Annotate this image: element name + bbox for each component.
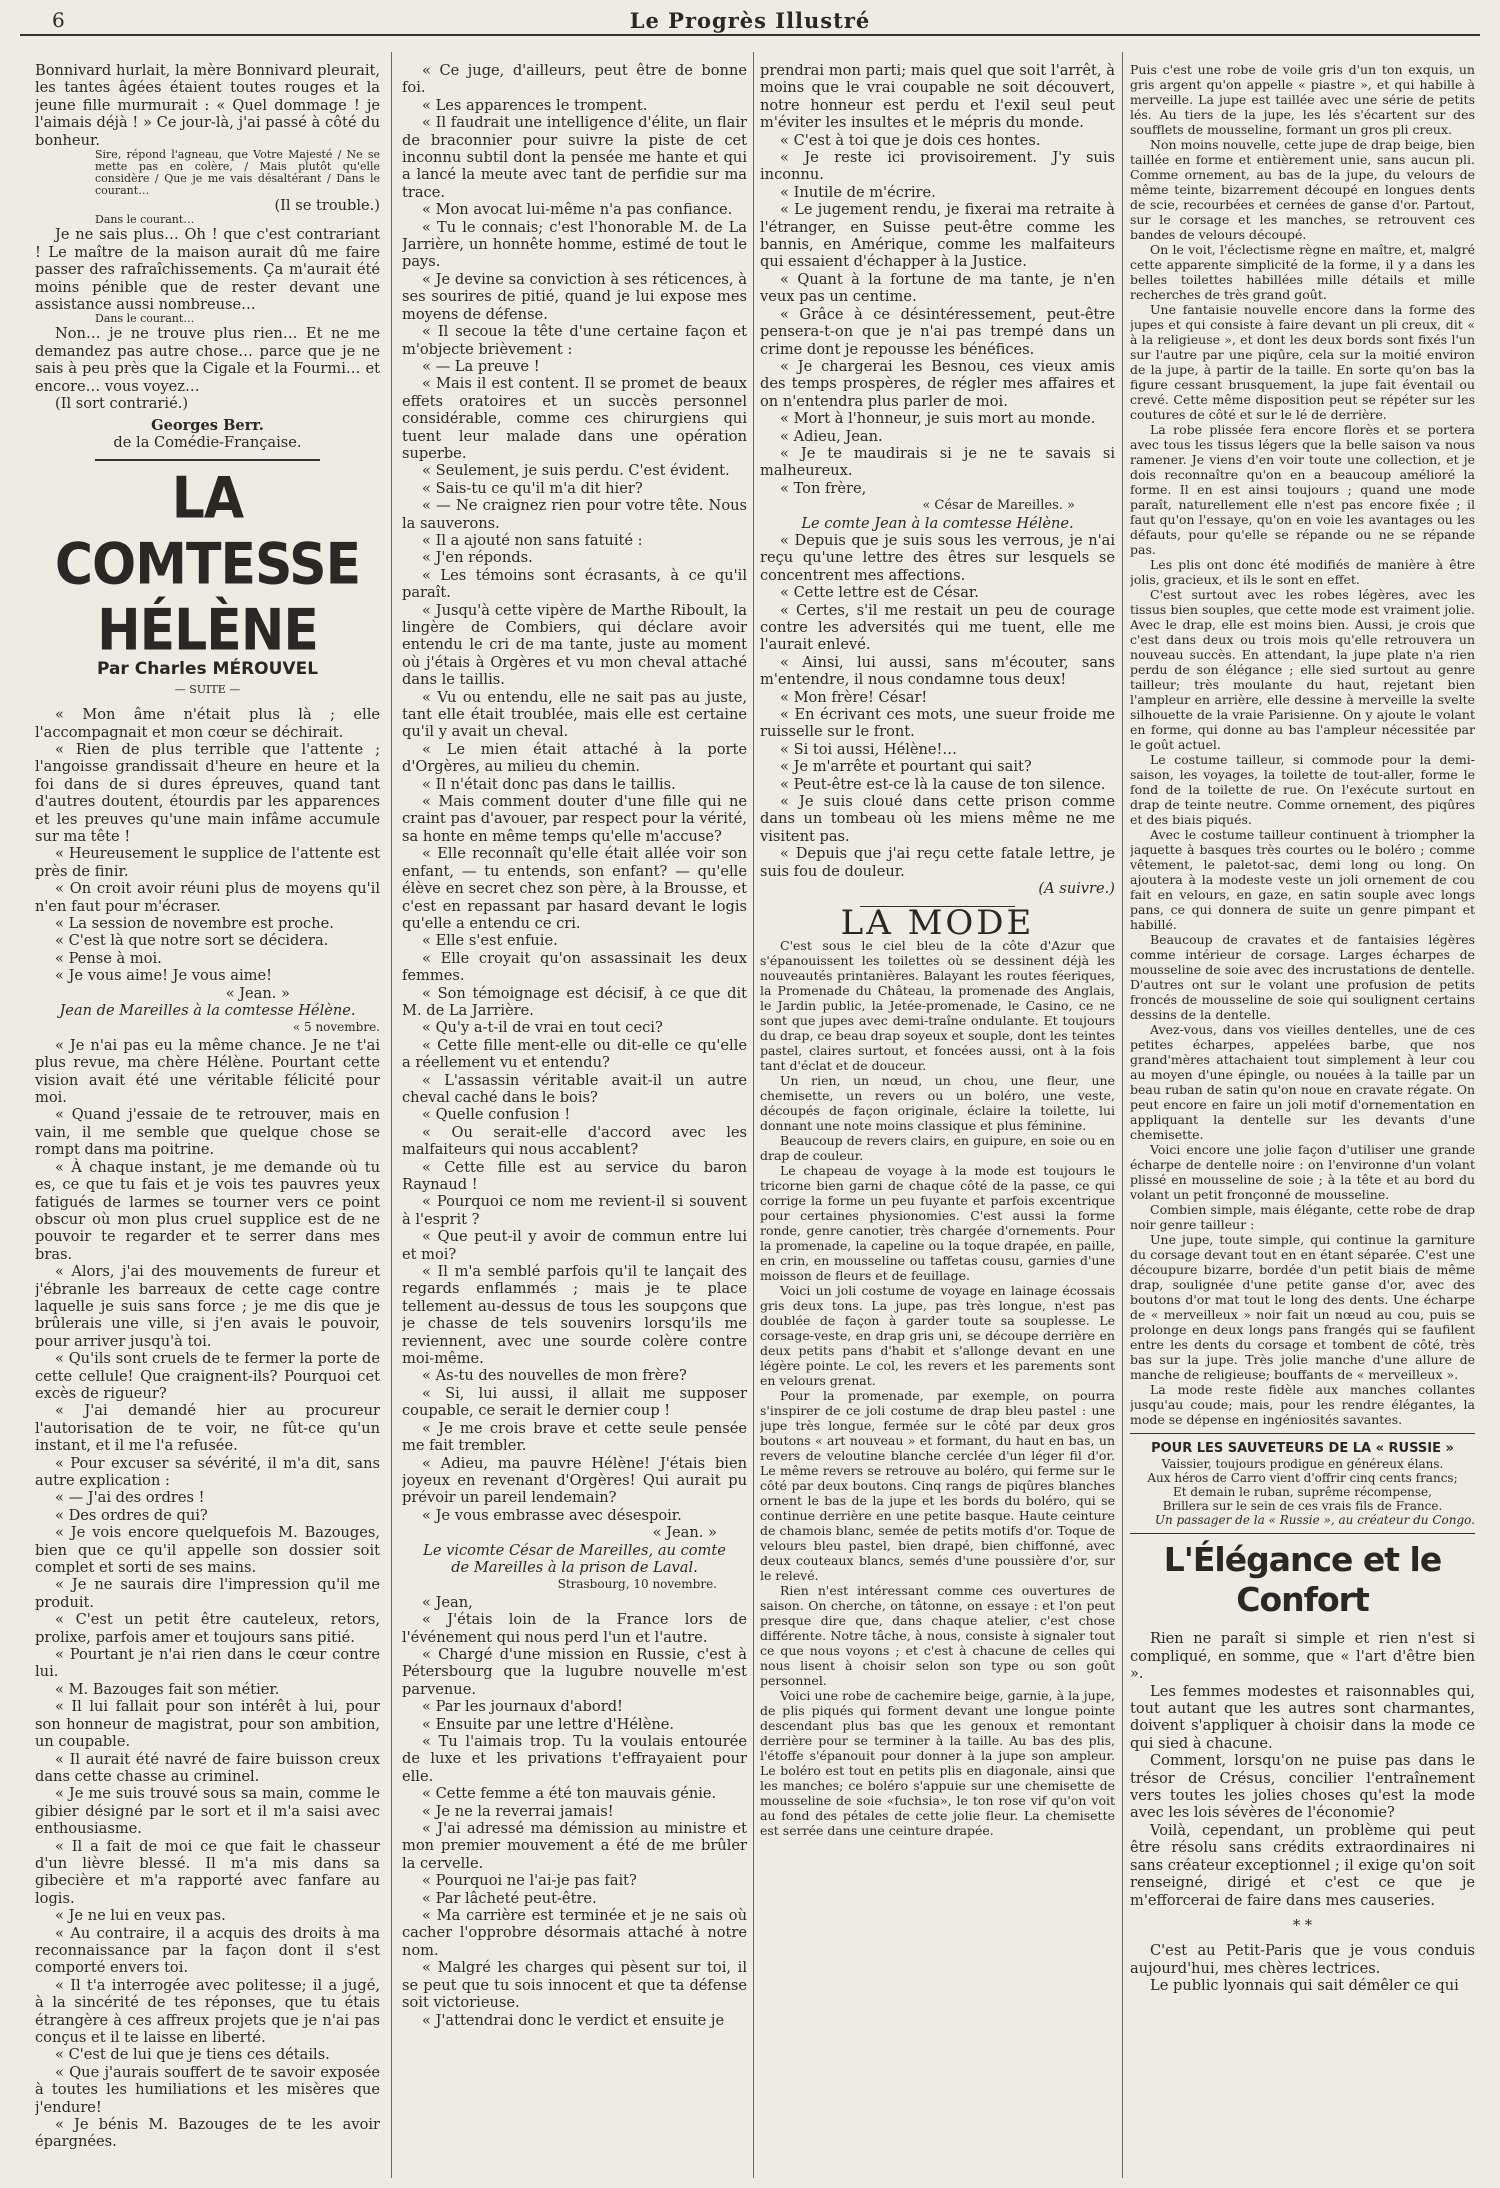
poem-attribution: Un passager de la « Russie », au créateur du Congo. [1154,1513,1475,1528]
paragraph: « Depuis que je suis sous les verrous, je n'ai reçu qu'une lettre des êtres sur lesquels se concentrent mes affections. [760,531,1115,584]
paragraph: « Je vous aime! Je vous aime! [55,967,272,985]
paragraph: « Tu le connais; c'est l'honorable M. de La Jarrière, un honnête homme, estimé de tout le pays. [402,218,747,271]
paragraph: Les femmes modestes et raisonnables qui, tout autant que les autres sont charmantes, doivent s'appliquer à choisir dans la mode ce qui sied à chacune. [1130,1682,1475,1752]
paragraph: « Jean, [422,1593,473,1611]
paragraph: On le voit, l'éclectisme règne en maître, et, malgré cette apparente simplicité de la forme, il y a dans les belles toilettes habillées mille détails et mille recherches de très grand goût. [1130,242,1475,302]
paragraph: « Ou serait-elle d'accord avec les malfaiteurs qui nous accablent? [402,1123,747,1159]
paragraph: « Pourtant je n'ai rien dans le cœur contre lui. [35,1646,380,1681]
paragraph: « Les apparences le trompent. [422,96,648,114]
paragraph: « Les témoins sont écrasants, à ce qu'il paraît. [402,566,747,602]
stage-direction: (Il sort contrarié.) [55,395,189,413]
paragraph: « Mais il est content. Il se promet de beaux effets oratoires et un succès personnel considérable, comme ces chirurgiens qui tuent leur malade dans une opération superbe. [402,375,747,462]
paragraph: « La session de novembre est proche. [55,915,334,932]
paragraph: « Elle croyait qu'on assassinait les deux femmes. [402,949,747,985]
section-title-elegance: L'Élégance et le Confort [1163,1540,1442,1620]
paragraph: Beaucoup de revers clairs, en guipure, en soie ou en drap de couleur. [760,1132,1115,1163]
paragraph: « Ensuite par une lettre d'Hélène. [422,1715,675,1733]
section-stars: * * [1292,1916,1313,1934]
paragraph: « Certes, s'il me restait un peu de courage contre les adversités qui me tuent, elle me l'aurait enlevé. [760,601,1115,654]
paragraph: Le public lyonnais qui sait démêler ce qui [1150,1977,1459,1995]
letter-heading: Le comte Jean à la comtesse Hélène. [801,514,1074,532]
paragraph: « Le mien était attaché à la porte d'Orgères, au milieu du chemin. [402,740,747,776]
paragraph: « Je devine sa conviction à ses réticences, à ses sourires de pitié, quand je lui expose mes moyens de défense. [402,270,747,323]
column-3 [760,62,1115,2178]
author-signature: Georges Berr. [151,416,264,434]
paragraph: « Cette fille ment-elle ou dit-elle ce qu'elle a réellement vu et entendu? [402,1036,747,1072]
paragraph: La mode reste fidèle aux manches collantes jusqu'au coude; mais, pour les rendre élégantes, la mode se dépense en ingéniosités savantes. [1130,1382,1475,1427]
poem-line: Vaissier, toujours prodigue en généreux élans. [1161,1457,1444,1472]
mode-article-continued [1130,62,1475,1427]
paragraph: « Quelle confusion ! [422,1106,571,1124]
column-rule [1122,52,1123,2178]
paragraph: « Elle s'est enfuie. [422,932,558,950]
paragraph: Rien ne paraît si simple et rien n'est si compliqué, en somme, que « l'art d'être bien ». [1130,1630,1475,1683]
letter-signature: « Jean. » [225,984,290,1002]
letter-date: Strasbourg, 10 novembre. [557,1577,717,1592]
paragraph: « As-tu des nouvelles de mon frère? [422,1367,687,1385]
paragraph: « Je chargerai les Besnou, ces vieux amis des temps prospères, de régler mes affaires et on n'entendra plus parler de moi. [760,357,1115,410]
paragraph: « Cette femme a été ton mauvais génie. [422,1785,717,1803]
paragraph: Les plis ont donc été modifiés de manière à être jolis, gracieux, et ils le sont en effet. [1130,557,1475,587]
paragraph: « Il a ajouté non sans fatuité : [422,531,643,549]
mode-article [760,938,1115,1838]
paragraph: « Qu'ils sont cruels de te fermer la porte de cette cellule! Que craignent-ils? Pourquoi cet excès de rigueur? [35,1350,380,1402]
paragraph: « Il n'était donc pas dans le taillis. [422,775,676,793]
paragraph: Le costume tailleur, si commode pour la demi-saison, les voyages, la toilette de tout-aller, forme le fond de la toilette de rue. On l'exécute surtout en drap de teinte neutre. Comme ornement, des piqûres et des biais piqués. [1130,752,1475,827]
paragraph: « Adieu, Jean. [780,427,883,445]
paragraph: La robe plissée fera encore florès et se portera avec tous les tissus légers que la belle saison va nous ramener. Je viens d'en voir toute une collection, et je dois reconnaître qu'on en a beaucoup amélioré la forme. Il en est ainsi toujours ; quand une mode paraît, naturellement elle n'est pas encore fixée ; il faut qu'on l'essaye, qu'on en voie les avantages ou les défauts, pour qu'elle se répande ou ne se répande pas. [1130,422,1475,557]
poem-line: Et demain le ruban, suprême récompense, [1173,1485,1432,1500]
paragraph: « Il t'a interrogée avec politesse; il a jugé, à la sincérité de tes réponses, que tu étais étrangère à ces affreux projets que je n'ai pas conçus et il te laisse en liberté. [35,1976,380,2046]
paragraph: « Tu l'aimais trop. Tu la voulais entourée de luxe et les privations t'effrayaient pour elle. [402,1733,747,1785]
paragraph: « Mais comment douter d'une fille qui ne craint pas d'avouer, par respect pour la vérité, sa honte en même temps qu'elle m'accuse? [402,793,747,845]
paragraph: « Si, lui aussi, il allait me supposer coupable, ce serait le dernier coup ! [402,1384,747,1420]
paragraph: « Grâce à ce désintéressement, peut-être pensera-t-on que je n'ai pas trempé dans un crime dont je repousse les bénéfices. [760,305,1115,358]
paragraph: « Je bénis M. Bazouges de te les avoir épargnées. [35,2116,380,2151]
paragraph: « Il a fait de moi ce que fait le chasseur d'un lièvre blessé. Il m'a mis dans sa gibecière et m'a rapporté avec fanfare au logis. [35,1837,380,1907]
paragraph: « Je m'arrête et pourtant qui sait? [780,758,1032,776]
paragraph: « J'étais loin de la France lors de l'événement qui nous perd l'un et l'autre. [402,1611,747,1646]
paragraph: « Que j'aurais souffert de te savoir exposée à toutes les humiliations et les misères que j'endure! [35,2063,380,2116]
author-affiliation: de la Comédie-Française. [113,433,302,451]
section-title-mode: LA MODE [840,902,1035,943]
letter-date: « 5 novembre. [292,1020,380,1035]
paragraph: « Que peut-il y avoir de commun entre lui et moi? [402,1228,747,1263]
paragraph: « Mon avocat lui-même n'a pas confiance. [422,201,733,219]
paragraph: « Pour excuser sa sévérité, il m'a dit, sans autre explication : [35,1454,380,1489]
paragraph: Combien simple, mais élégante, cette robe de drap noir genre tailleur : [1130,1202,1475,1232]
paragraph: « J'ai adressé ma démission au ministre et mon premier mouvement a été de me brûler la cervelle. [402,1820,747,1872]
paragraph: « Malgré les charges qui pèsent sur toi, il se peut que tu sois innocent et que ta défense soit victorieuse. [402,1959,747,2012]
paragraph: « Elle reconnaît qu'elle était allée voir son enfant, — tu entends, son enfant? — qu'elle élève en secret chez son père, à la Brousse, et c'est en repassant par hasard devant le logis qu'elle a entendu ce cri. [402,845,747,932]
paragraph: « Je suis cloué dans cette prison comme dans un tombeau où les miens même ne me visitent pas. [760,793,1115,845]
paragraph: Voilà, cependant, un problème qui peut être résolu sans crédits extraordinaires ni sans créateur exceptionnel ; il exige qu'on soit renseigné, dirigé et c'est ce que je m'efforcerai de faire dans mes causeries. [1130,1821,1475,1909]
page-number: 6 [52,8,65,32]
paragraph: « Adieu, ma pauvre Hélène! J'étais bien joyeux en revenant d'Orgères! Qui aurait pu prévoir un pareil lendemain? [402,1454,747,1507]
paragraph: « L'assassin véritable avait-il un autre cheval caché dans le bois? [402,1071,747,1106]
paragraph: Un rien, un nœud, un chou, une fleur, une chemisette, un revers ou un boléro, une veste, découpés de façon originale, éclaire la toilette, lui donnant une note moins classique et plus féminine. [760,1072,1115,1133]
paragraph: « Je te maudirais si je ne te savais si malheureux. [760,444,1115,480]
paragraph: « Cette lettre est de César. [780,584,979,602]
paragraph: « Le jugement rendu, je fixerai ma retraite à l'étranger, en Suisse peut-être comme les bannis, en Amérique, comme les malfaiteurs qui essaient d'échapper à la Justice. [760,201,1115,271]
paragraph: Une fantaisie nouvelle encore dans la forme des jupes et qui consiste à faire devant un pli creux, dit « à la religieuse », et dont les deux bords sont fixés l'un sur l'autre par une piqûre, cela sur la moitié environ de la jupe, à partir de la taille. En sorte qu'on bas la figure cessant brusquement, la jupe fait éventail ou crevé. Cette même disposition peut se répéter sur les coutures de côté et sur le lé de derrière. [1130,302,1475,422]
masthead: Le Progrès Illustré [629,8,871,33]
paragraph: Avec le costume tailleur continuent à triompher la jaquette à basques très courtes ou le boléro ; comme vêtement, le paletot-sac, demi long ou long. On ajoutera à la modeste veste un joli ornement de cou fait en velours, en gaze, en satin souple avec longs pans, ce qui donnera de suite un genre pimpant et habillé. [1130,827,1475,932]
divider [1130,1433,1475,1434]
paragraph: « Il secoue la tête d'une certaine façon et m'objecte brièvement : [402,323,747,358]
page-header [20,8,1480,36]
paragraph: Pour la promenade, par exemple, on pourra s'inspirer de ce joli costume de drap bleu pastel : une jupe très longue, fermée sur le côté par deux gros boutons « art nouveau » et formant, du haut en bas, un revers de veloutine blanche cerclée d'un léger fil d'or. Le même revers se retrouve au boléro, qui ferme sur le côté par deux boutons. Cinq rangs de piqûres blanches ornent le bas de la jupe et les bords du boléro, qui se continue derrière en une petite basque. Haute ceinture de chamois blanc, semée de petits motifs d'or. Toque de velours bleu pastel, bien drapé, bien chiffonné, avec deux couteaux blancs, semés d'une poussière d'or, sur le relevé. [760,1387,1115,1583]
paragraph: Bonnivard hurlait, la mère Bonnivard pleurait, les tantes âgées étaient toutes rouges et la jeune fille murmurait : « Quel dommage ! je l'aimais déjà ! » Ce jour-là, j'ai passé à côté du bonheur. [35,62,380,149]
paragraph: « C'est un petit être cauteleux, retors, prolixe, parfois amer et toujours sans pitié. [35,1611,380,1646]
paragraph: « Ma carrière est terminée et je ne sais où cacher l'opprobre désormais attaché à notre nom. [402,1907,747,1959]
column-4 [1130,62,1475,2178]
paragraph: « Pourquoi ce nom me revient-il si souvent à l'esprit ? [402,1193,747,1228]
verse: Dans le courant… [95,213,195,227]
paragraph: « C'est là que notre sort se décidera. [55,932,329,950]
paragraph: « Mort à l'honneur, je suis mort au monde. [780,410,1096,428]
paragraph: Comment, lorsqu'on ne puise pas dans le trésor de Crésus, concilier l'entraînement vers toutes les jolies choses qu'est la mode avec les lois sévères de l'économie? [1130,1752,1475,1822]
poem-line: Aux héros de Carro vient d'offrir cinq cents francs; [1147,1471,1458,1486]
paragraph: « Jusqu'à cette vipère de Marthe Riboult, la lingère de Combiers, qui déclare avoir entendu le cri de ma tante, juste au moment où j'étais à Orgères et vu mon cheval attaché dans le taillis. [402,601,747,689]
paragraph: « Cette fille est au service du baron Raynaud ! [402,1158,747,1193]
paragraph: Voici une robe de cachemire beige, garnie, à la jupe, de plis piqués qui forment devant une longue pointe descendant plus bas que les genoux et remontant derrière pour se terminer à la taille. Au bas des plis, l'étoffe s'épanouit pour donner à la jupe son ampleur. Le boléro est tout en petits plis en diagonale, ainsi que les manches; ce boléro s'appuie sur une chemisette de mousseline de soie «fuchsia», le ton rose vif qu'on voit au fond des pétales de cette jolie fleur. La chemisette est serrée dans une ceinture drapée. [760,1687,1115,1838]
paragraph: Beaucoup de cravates et de fantaisies légères comme intérieur de corsage. Larges écharpes de mousseline de soie avec des incrustations de dentelle. D'autres ont sur le volant une profusion de petits froncés de mousseline de soie qui soulignent certains dessins de la dentelle. [1130,932,1475,1022]
paragraph: « — Ne craignez rien pour votre tête. Nous la sauverons. [402,497,747,532]
paragraph: « Quand j'essaie de te retrouver, mais en vain, il me semble que quelque chose se rompt dans ma poitrine. [35,1106,380,1159]
paragraph: « Par lâcheté peut-être. [422,1889,597,1907]
paragraph: Non moins nouvelle, cette jupe de drap beige, bien taillée en forme et entièrement unie, sans aucun pli. Comme ornement, au bas de la jupe, du velours de même teinte, bizarrement découpé en longues dents de scie, recourbées et cernées de ganse d'or. Partout, sur le corsage et les manches, se retrouvent ces bandes de velours découpé. [1130,137,1475,242]
stage-direction: (Il se trouble.) [274,197,380,215]
paragraph: Voici encore une jolie façon d'utiliser une grande écharpe de dentelle noire : on l'environne d'un volant plissé en mousseline de soie ; à la tête et au bord du volant un petit fronçonné de mousseline. [1130,1142,1475,1202]
paragraph: « Inutile de m'écrire. [780,183,936,201]
paragraph: « Je n'ai pas eu la même chance. Je ne t'ai plus revue, ma chère Hélène. Pourtant cette vision avait été une véritable félicité pour moi. [35,1036,380,1107]
divider [1130,1533,1475,1534]
paragraph: « C'est à toi que je dois ces hontes. [780,131,1041,149]
column-1 [35,62,380,2178]
divider [95,459,320,461]
verse: Sire, répond l'agneau, que Votre Majesté / Ne se mette pas en colère, / Mais plutôt qu'elle considère / Que je me vais désaltérant / Dans le courant… [95,148,380,198]
letter-signature: « Jean. » [652,1524,717,1542]
paragraph: « Heureusement le supplice de l'attente est près de finir. [35,845,380,880]
paragraph: Avez-vous, dans vos vieilles dentelles, une de ces petites écharpes, appelées barbe, que nos grand'mères attachaient tout simplement à leur cou au moyen d'une épingle, ou nouées à la taille par un beau ruban de satin qu'on noue en cravate régate. On peut encore en faire un joli motif d'ornementation en appliquant la dentelle sur les devants d'une chemisette. [1130,1022,1475,1142]
paragraph: « Je me crois brave et cette seule pensée me fait trembler. [402,1419,747,1455]
paragraph: « Je vois encore quelquefois M. Bazouges, bien que ce qu'il appelle son dossier soit complet et sorti de ses mains. [35,1524,380,1577]
paragraph: « Mon âme n'était plus là ; elle l'accompagnait et mon cœur se déchirait. [35,706,380,741]
paragraph: « Sais-tu ce qu'il m'a dit hier? [422,479,643,497]
paragraph: « Pense à moi. [55,949,162,967]
paragraph: « — J'ai des ordres ! [55,1489,205,1507]
serial-suite: — SUITE — [174,682,241,696]
paragraph: « En écrivant ces mots, une sueur froide me ruisselle sur le front. [760,706,1115,741]
paragraph: « Des ordres de qui? [55,1506,208,1524]
box-heading: POUR LES SAUVETEURS DE LA « RUSSIE » [1151,1441,1454,1456]
letter-heading: Le vicomte César de Mareilles, au comte de Mareilles à la prison de Laval. [423,1541,726,1576]
paragraph: « Peut-être est-ce là la cause de ton silence. [780,775,1106,793]
paragraph: Rien n'est intéressant comme ces ouvertures de saison. On cherche, on tâtonne, on essaye : et l'on peut presque dire que, dans chaque atelier, c'est chose différente. Notre tâche, à nous, consiste à signaler tout ce que nous voyons ; et c'est à chacune de celles qui nous lisent à choisir selon son type ou son goût personnel. [760,1582,1115,1688]
paragraph: « Alors, j'ai des mouvements de fureur et j'ébranle les barreaux de cette cage contre laquelle je suis sans force ; je me dis que je brûlerais une ville, si j'en avais le pouvoir, pour arriver jusqu'à toi. [35,1263,380,1350]
paragraph: « Quant à la fortune de ma tante, je n'en veux pas un centime. [760,270,1115,306]
paragraph: « Chargé d'une mission en Russie, c'est à Pétersbourg que la lugubre nouvelle m'est parvenue. [402,1645,747,1698]
paragraph: « Il m'a semblé parfois qu'il te lançait des regards enflammés ; mais je te place tellement au-dessus de tous les soupçons que je chasse de tels souvenirs lorsqu'ils me reviennent, avec une sourde colère contre moi-même. [402,1263,747,1368]
paragraph: « Je vous embrasse avec désespoir. [422,1506,682,1524]
paragraph: « J'en réponds. [422,549,533,567]
paragraph: « On croit avoir réuni plus de moyens qu'il n'en faut pour m'écraser. [35,880,380,915]
paragraph: « Depuis que j'ai reçu cette fatale lettre, je suis fou de douleur. [760,845,1115,880]
paragraph: « J'attendrai donc le verdict et ensuite je [422,2011,725,2029]
paragraph: Une jupe, toute simple, qui continue la garniture du corsage devant tout en en étant séparée. C'est une découpure bizarre, bordée d'un petit biais de même drap, soulignée d'une petite ganse d'or, avec des boutons d'or mat tout le long des dents. Une écharpe de « merveilleux » noir fait un nœud au cou, puis se prolonge en deux longs pans frangés qui se faufilent entre les dents du corsage et tombent de côté, très bas sur la jupe. Très jolie manche d'une allure de manche de religieuse; bouffants de « merveilleux ». [1130,1232,1475,1382]
paragraph: Puis c'est une robe de voile gris d'un ton exquis, un gris argent qu'on appelle « piastre », et qui habille à merveille. La jupe est taillée avec une série de petits lés. Au tiers de la jupe, les lés s'écartent sur des soufflets de mousseline, formant un gros pli creux. [1130,62,1475,137]
paragraph: « Au contraire, il a acquis des droits à ma reconnaissance par la façon dont il s'est comporté envers toi. [35,1924,380,1977]
paragraph: « Il faudrait une intelligence d'élite, un flair de braconnier pour suivre la piste de cet inconnu subtil dont la pensée me hante et qui a lancé la meute avec tant de perfidie sur ma trace. [402,114,747,201]
verse: Dans le courant… [95,312,195,326]
paragraph: C'est surtout avec les robes légères, avec les tissus bien souples, que cette mode est vraiment jolie. Avec le drap, elle est moins bien. Aussi, je crois que c'est dans deux ou trois mois qu'elle retrouvera un nouveau succès. En attendant, la jupe plate n'a rien perdu de son élégance ; elle sied surtout au genre tailleur; très moulante du haut, rejetant bien l'ampleur en arrière, elle dessine à merveille la svelte silhouette de la vraie Parisienne. On y ajoute le volant en forme, qui donne au bas l'ampleur nécessitée par le goût actuel. [1130,587,1475,752]
paragraph: « M. Bazouges fait son métier. [55,1680,280,1698]
paragraph: « Pourquoi ne l'ai-je pas fait? [422,1872,637,1890]
paragraph: Voici un joli costume de voyage en lainage écossais gris deux tons. La jupe, pas très longue, n'est pas doublée de façon à garder toute sa souplesse. Le corsage-veste, en drap gris uni, se découpe derrière en deux petits pans d'habit et s'allonge devant en une légère pointe. Le col, les revers et les parements sont en velours grenat. [760,1282,1115,1388]
paragraph: « Je me suis trouvé sous sa main, comme le gibier désigné par le sort et il m'a saisi avec enthousiasme. [35,1785,380,1838]
paragraph: « Ton frère, [780,479,867,497]
paragraph: « Je reste ici provisoirement. J'y suis inconnu. [760,149,1115,184]
paragraph: prendrai mon parti; mais quel que soit l'arrêt, à moins que le vrai coupable ne soit découvert, notre honneur est perdu et l'exil seul peut m'éviter les insultes et le mépris du monde. [760,62,1115,132]
letter-signature: « César de Mareilles. » [922,498,1075,514]
paragraph: « Ainsi, lui aussi, sans m'écouter, sans m'entendre, il nous condamne tous deux! [760,653,1115,689]
letter-heading: Jean de Mareilles à la comtesse Hélène. [59,1002,356,1020]
paragraph: « Ce juge, d'ailleurs, peut être de bonne foi. [402,62,747,97]
paragraph: « C'est de lui que je tiens ces détails. [55,2046,330,2064]
paragraph: Non… je ne trouve plus rien… Et ne me demandez pas autre chose… parce que je ne sais à peu près que la Cigale et la Fourmi… et encore… vous voyez… [35,325,380,395]
paragraph: « Son témoignage est décisif, à ce que dit M. de La Jarrière. [402,984,747,1019]
paragraph: « Je ne la reverrai jamais! [422,1802,614,1820]
paragraph: « J'ai demandé hier au procureur l'autorisation de te voir, ne fût-ce qu'un instant, et il me l'a refusée. [35,1402,380,1455]
paragraph: « Je ne lui en veux pas. [55,1907,226,1925]
paragraph: « À chaque instant, je me demande où tu es, ce que tu fais et je vois tes pauvres yeux fatigués de larmes se tourner vers ce point obscur où mon plus cruel supplice est de ne pouvoir te regarder et te serrer dans mes bras. [35,1158,380,1263]
paragraph: « — La preuve ! [422,357,540,375]
serial-title: LA COMTESSE HÉLÈNE [54,466,361,665]
paragraph: « Si toi aussi, Hélène!… [780,740,958,758]
column-rule [391,52,392,2178]
paragraph: « Qu'y a-t-il de vrai en tout ceci? [422,1019,663,1037]
poem-line: Brillera sur le sein de ces vrais fils de France. [1162,1499,1443,1514]
column-2 [402,62,747,2178]
paragraph: Je ne sais plus… Oh ! que c'est contrariant ! Le maître de la maison aurait dû me faire passer des rafraîchissements. Ça m'aurait été moins pénible que de rester devant une assistance aussi nombreuse… [35,226,380,314]
paragraph: « Rien de plus terrible que l'attente ; l'angoisse grandissait d'heure en heure et la foi dans de si dures épreuves, quand tant d'autres doutent, étourdis par les apparences et les preuves qu'une main infâme accumule sur ma tête ! [35,740,380,845]
paragraph: « Il lui fallait pour son intérêt à lui, pour son honneur de magistrat, pour son ambition, un coupable. [35,1698,380,1751]
paragraph: « Par les journaux d'abord! [422,1698,623,1716]
paragraph: « Je ne saurais dire l'impression qu'il me produit. [35,1576,380,1611]
column-rule [753,52,754,2178]
paragraph: « Vu ou entendu, elle ne sait pas au juste, tant elle était troublée, mais elle est certaine qu'il y avait un cheval. [402,688,747,741]
paragraph: C'est au Petit-Paris que je vous conduis aujourd'hui, mes chères lectrices. [1130,1942,1475,1977]
to-be-continued: (A suivre.) [1038,880,1115,898]
serial-byline: Par Charles MÉROUVEL [96,659,319,680]
paragraph: « Mon frère! César! [780,688,928,706]
paragraph: « Il aurait été navré de faire buisson creux dans cette chasse au criminel. [35,1750,380,1785]
paragraph: C'est sous le ciel bleu de la côte d'Azur que s'épanouissent les toilettes où se dessinent déjà les nouveautés printanières. Balayant les routes féeriques, la Promenade du Château, la promenade des Anglais, le Jardin public, la Jetée-promenade, le Casino, ce ne sont que jupes avec demi-traîne ondulante. Et toujours du drap, ce beau drap soyeux et souple, dont les teintes pastel, claires surtout, et foncées aussi, ont à la fois tant d'éclat et de douceur. [760,937,1115,1073]
paragraph: « Seulement, je suis perdu. C'est évident. [422,462,730,480]
paragraph: Le chapeau de voyage à la mode est toujours le tricorne bien garni de chaque côté de la passe, ce qui corrige la forme un peu fuyante et parfois excentrique pour certaines physionomies. C'est aussi la forme ronde, genre canotier, très chargée d'ornements. Pour la promenade, la capeline ou la toque drapée, en paille, en crin, en mousseline ou taffetas cousu, garnies d'une moisson de fleurs et de feuillage. [760,1162,1115,1283]
